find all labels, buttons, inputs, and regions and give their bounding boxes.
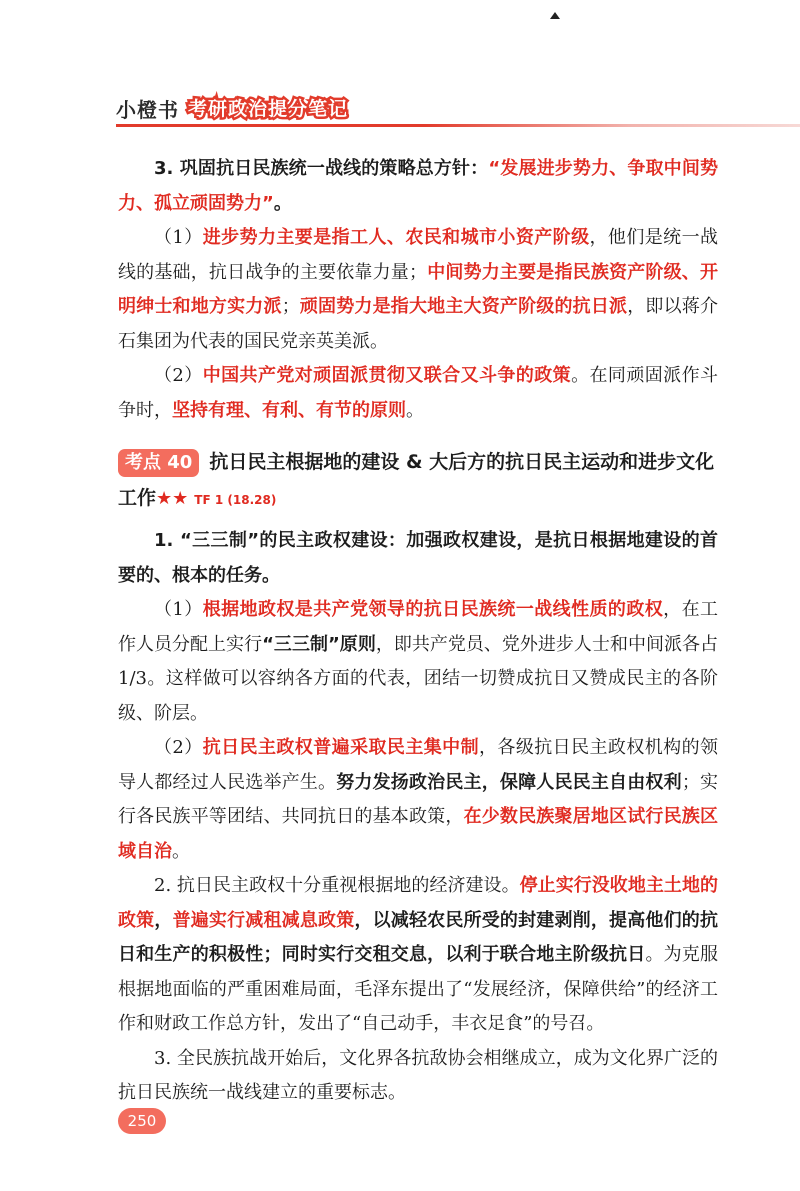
book-brand: 小橙书: [116, 98, 179, 122]
book-subtitle: 考研政治提分笔记: [188, 98, 349, 120]
section-heading: [118, 444, 718, 518]
section-badge: 考点 40: [118, 449, 199, 477]
paragraph: 3. 全民族抗战开始后，文化界各抗敌协会相继成立，成为文化界广泛的抗日民族统一战线建立的重要标志。: [118, 1047, 718, 1103]
paragraph: （2）抗日民主政权普遍采取民主集中制，各级抗日民主政权机构的领导人都经过人民选举产生。努力发扬政治民主，保障人民民主自由权利；实行各民族平等团结、共同抗日的基本政策，在少数民族聚居地区试行民族区域自治。: [118, 737, 719, 862]
paragraph: 2. 抗日民主政权十分重视根据地的经济建设。停止实行没收地主土地的政策，普遍实行减租减息政策，以减轻农民所受的封建剥削，提高他们的抗日和生产的积极性；同时实行交租交息，以利于联合地主阶级抗日。为克服根据地面临的严重困难局面，毛泽东提出了“发展经济，保障供给”的经济工作和财政工作总方针，发出了“自己动手，丰衣足食”的号召。: [118, 875, 718, 1034]
paragraph: （2）中国共产党对顽固派贯彻又联合又斗争的政策。在同顽固派作斗争时，坚持有理、有利、有节的原则。: [118, 365, 719, 421]
tf-label: TF 1 (18.28): [194, 493, 277, 507]
paragraph: （1）进步势力主要是指工人、农民和城市小资产阶级，他们是统一战线的基础，抗日战争的主要依靠力量；中间势力主要是指民族资产阶级、开明绅士和地方实力派；顽固势力是指大地主大资产阶级的抗日派，即以蒋介石集团为代表的国民党亲英美派。: [118, 227, 719, 352]
star-icon: ★★: [156, 488, 189, 509]
paragraph: 1. “三三制”的民主政权建设：加强政权建设，是抗日根据地建设的首要的、根本的任务。: [118, 530, 718, 586]
top-mark: [550, 12, 560, 19]
page-content: [118, 152, 718, 1111]
paragraph: 3. 巩固抗日民族统一战线的策略总方针：“发展进步势力、争取中间势力、孤立顽固势力”。: [118, 158, 718, 214]
section-title: 抗日民主根据地的建设 & 大后方的抗日民主运动和进步文化工作: [118, 451, 715, 509]
header-rule: [116, 124, 800, 127]
running-header: [116, 94, 800, 130]
page-number: 250: [118, 1108, 166, 1134]
paragraph: （1）根据地政权是共产党领导的抗日民族统一战线性质的政权，在工作人员分配上实行“三三制”原则，即共产党员、党外进步人士和中间派各占 1/3。这样做可以容纳各方面的代表，团结一切赞成抗日又赞成民主的各阶级、阶层。: [118, 599, 719, 724]
